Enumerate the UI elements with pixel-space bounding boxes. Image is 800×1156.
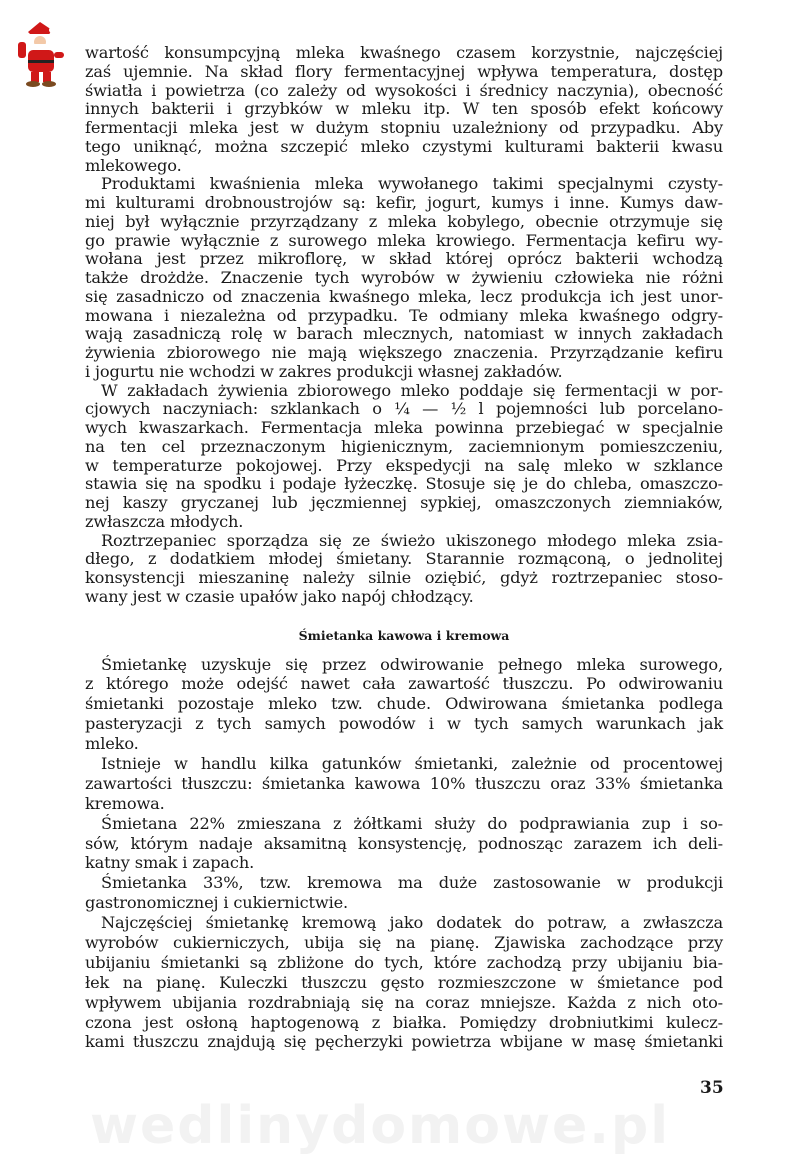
text-line: tego uniknąć, można szczepić mleko czystymi kulturami bakterii kwasu — [85, 136, 723, 156]
text-line: Śmietana 22% zmieszana z żółtkami służy do podprawiania zup i so- — [101, 813, 723, 833]
text-line: nej kaszy gryczanej lub jęczmiennej sypkiej, omaszczonych ziemniaków, — [85, 493, 723, 512]
text-line: dłego, z dodatkiem młodej śmietany. Starannie rozmąconą, o jednolitej — [85, 549, 723, 569]
santa-claus-icon — [14, 20, 66, 90]
text-line: wych kwaszarkach. Fermentacja mleka powinna przebiegać w specjalnie — [85, 418, 723, 437]
text-line: się zasadniczo od znaczenia kwaśnego mleka, lecz produkcja ich jest unor- — [85, 286, 723, 306]
text-line: Śmietanka 33%, tzw. kremowa ma duże zastosowanie w produkcji — [101, 873, 723, 893]
watermark: wedlinydomowe.pl — [90, 1096, 671, 1156]
text-line: łek na pianę. Kuleczki tłuszczu gęsto rozmieszczone w śmietance pod — [85, 972, 723, 992]
paragraph — [85, 814, 723, 874]
text-line: w temperaturze pokojowej. Przy ekspedycji na salę mleko w szklance — [85, 455, 723, 475]
text-line: go prawie wyłącznie z surowego mleka krowiego. Fermentacja kefiru wy- — [85, 230, 723, 250]
text-line: śmietanki pozostaje mleko tzw. chude. Odwirowana śmietanka podlega — [85, 694, 723, 714]
text-line: Roztrzepaniec sporządza się ze świeżo ukiszonego młodego mleka zsia- — [101, 530, 723, 550]
section-heading: Śmietanka kawowa i kremowa — [298, 627, 510, 643]
paragraph — [85, 382, 723, 532]
text-line: innych bakterii i grzybków w mleku itp. W ten sposób efekt końcowy — [85, 99, 723, 119]
text-line: pasteryzacji z tych samych powodów i w tych samych warunkach jak — [85, 714, 723, 734]
text-line: sów, którym nadaje aksamitną konsystencję, podnosząc zarazem ich deli- — [85, 833, 723, 853]
paragraph — [85, 44, 723, 175]
section-body — [85, 655, 723, 1053]
text-line: zaś ujemnie. Na skład flory fermentacyjnej wpływa temperatura, dostęp — [85, 61, 723, 81]
text-line: mi kulturami drobnoustrojów są: kefir, jogurt, kumys i inne. Kumys daw- — [85, 193, 723, 212]
text-line: stawia się na spodku i podaje łyżeczkę. Stosuje się je do chleba, omaszczo- — [85, 474, 723, 494]
document-page — [85, 44, 723, 1052]
text-line: z którego może odejść nawet cała zawartość tłuszczu. Po odwirowaniu — [85, 674, 723, 694]
text-line: Istnieje w handlu kilka gatunków śmietanki, zależnie od procentowej — [101, 753, 723, 773]
text-line: wają zasadniczą rolę w barach mlecznych, natomiast w innych zakładach — [85, 324, 723, 344]
text-line: gastronomicznej i cukiernictwie. — [85, 893, 349, 913]
text-line: fermentacji mleka jest w dużym stopniu uzależniony od przypadku. Aby — [85, 118, 723, 137]
text-line: i jogurtu nie wchodzi w zakres produkcji własnej zakładów. — [85, 361, 563, 381]
text-line: mowana i niezależna od przypadku. Te odmiany mleka kwaśnego odgry- — [85, 305, 723, 325]
paragraph — [85, 913, 723, 1052]
text-line: wyrobów cukierniczych, ubija się na pianę. Zjawiska zachodzące przy — [85, 932, 723, 952]
text-line: wołana jest przez mikroflorę, w skład której oprócz bakterii wchodzą — [85, 249, 723, 269]
section-body — [85, 44, 723, 607]
text-line: na ten cel przeznaczonym higienicznym, zaciemnionym pomieszczeniu, — [85, 436, 723, 456]
text-line: konsystencji mieszaninę należy silnie oziębić, gdyż roztrzepaniec stoso- — [85, 568, 723, 587]
text-line: kremowa. — [85, 793, 165, 813]
text-line: niej był wyłącznie przyrządzany z mleka kobylego, obecnie otrzymuje się — [85, 211, 723, 231]
text-line: Śmietankę uzyskuje się przez odwirowanie pełnego mleka surowego, — [101, 654, 723, 674]
text-line: ubijaniu śmietanki są zbliżone do tych, które zachodzą przy ubijaniu bia- — [85, 952, 723, 972]
paragraph — [85, 754, 723, 814]
text-line: żywienia zbiorowego nie mają większego znaczenia. Przyrządzanie kefiru — [85, 343, 723, 362]
text-line: kami tłuszczu znajdują się pęcherzyki powietrza wbijane w masę śmietanki — [85, 1032, 723, 1052]
text-line: wany jest w czasie upałów jako napój chłodzący. — [85, 586, 474, 606]
text-line: Najczęściej śmietankę kremową jako dodatek do potraw, a zwłaszcza — [101, 913, 723, 933]
page-number: 35 — [700, 1078, 724, 1098]
paragraph — [85, 655, 723, 754]
text-line: czona jest osłoną haptogenową z białka. Pomiędzy drobniutkimi kulecz- — [85, 1012, 723, 1032]
paragraph — [85, 175, 723, 381]
text-line: zwłaszcza młodych. — [85, 511, 244, 531]
text-line: wpływem ubijania rozdrabniają się na coraz mniejsze. Każda z nich oto- — [85, 992, 723, 1012]
paragraph — [85, 532, 723, 607]
text-line: zawartości tłuszczu: śmietanka kawowa 10% tłuszczu oraz 33% śmietanka — [85, 773, 723, 793]
text-line: cjowych naczyniach: szklankach o ¼ — ½ l pojemności lub porcelano- — [85, 399, 723, 419]
text-line: także drożdże. Znaczenie tych wyrobów w żywieniu człowieka nie różni — [85, 268, 723, 287]
text-line: katny smak i zapach. — [85, 853, 255, 873]
text-line: Produktami kwaśnienia mleka wywołanego takimi specjalnymi czysty- — [101, 174, 723, 194]
text-line: światła i powietrza (co zależy od wysokości i średnicy naczynia), obecność — [85, 80, 723, 100]
text-line: mleko. — [85, 734, 139, 754]
text-line: wartość konsumpcyjną mleka kwaśnego czasem korzystnie, najczęściej — [85, 43, 723, 62]
paragraph — [85, 873, 723, 913]
text-line: W zakładach żywienia zbiorowego mleko poddaje się fermentacji w por- — [101, 380, 723, 400]
text-line: mlekowego. — [85, 155, 182, 175]
